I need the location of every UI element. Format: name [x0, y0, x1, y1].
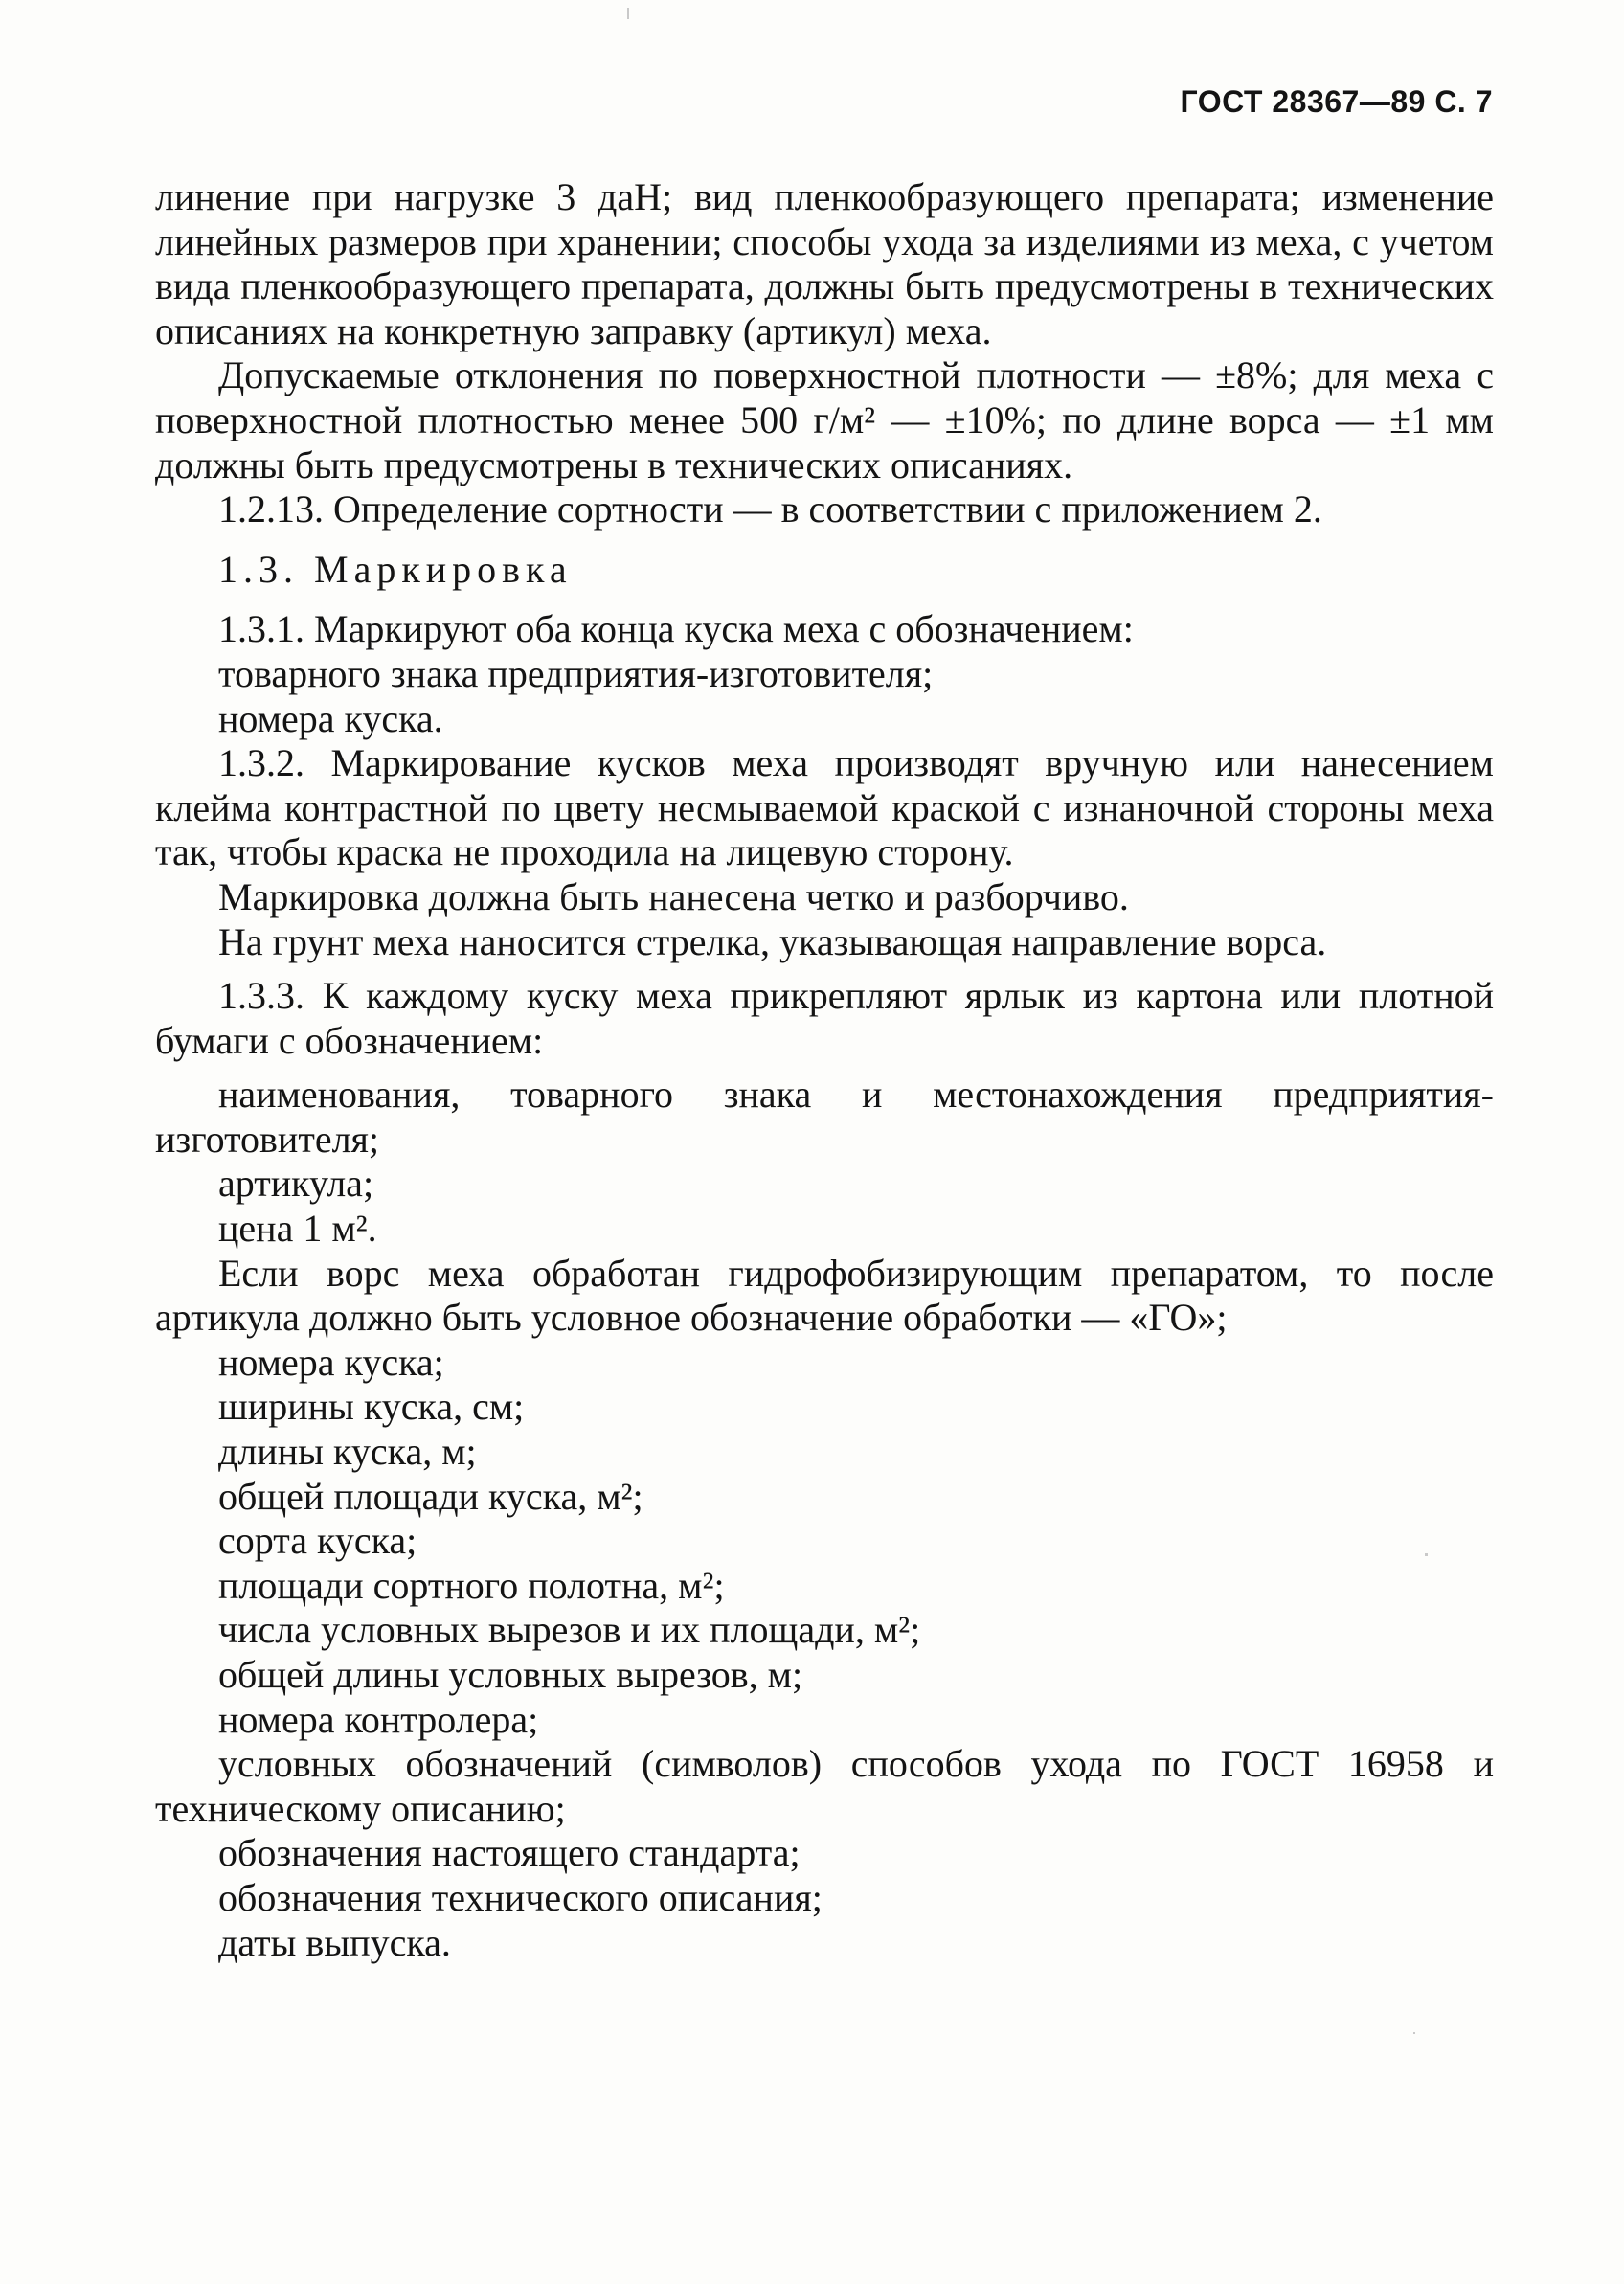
paragraph-1-3-1: 1.3.1. Маркируют оба конца куска меха с обозначением: [218, 607, 1134, 651]
list-item: ширины куска, см; [218, 1385, 525, 1429]
document-body [155, 175, 1494, 1965]
list-item: площади сортного полотна, м²; [218, 1563, 725, 1607]
paragraph-1-2-13: 1.2.13. Определение сортности — в соответствии с приложением 2. [218, 487, 1322, 531]
list-item: общей длины условных вырезов, м; [218, 1653, 803, 1696]
scan-speck [627, 8, 629, 19]
list-item: артикула; [218, 1162, 374, 1206]
list-item: даты выпуска. [218, 1920, 451, 1964]
paragraph-tolerances: Допускаемые отклонения по поверхностной плотности — ±8%; для меха с поверхностной плотностью менее 500 г/м² — ±10%; по длине ворса — ±1 мм должны быть предусмотрены в технических описаниях. [155, 353, 1494, 486]
scan-speck [1413, 2032, 1415, 2034]
list-item: общей площади куска, м²; [218, 1474, 643, 1518]
paragraph-marking-clarity: Маркировка должна быть нанесена четко и разборчиво. [218, 874, 1129, 918]
list-item: номера куска; [218, 1340, 444, 1384]
paragraph-1-3-2: 1.3.2. Маркирование кусков меха производят вручную или нанесением клейма контрастной по цвету несмываемой краской с изнаночной стороны меха так, чтобы краска не проходила на лицевую сторону. [155, 741, 1494, 874]
list-item: наименования, товарного знака и местонахождения предприятия-изготовителя; [155, 1073, 1494, 1161]
list-item: цена 1 м². [218, 1207, 377, 1251]
list-item: номера куска. [218, 696, 443, 740]
paragraph-hydrophobic: Если ворс меха обработан гидрофобизирующим препаратом, то после артикула должно быть условное обозначение обработки — «ГО»; [155, 1251, 1494, 1340]
list-item: числа условных вырезов и их площади, м²; [218, 1608, 921, 1652]
list-item: номера контролера; [218, 1697, 539, 1741]
list-item-care-symbols: условных обозначений (символов) способов ухода по ГОСТ 16958 и техническому описанию; [155, 1742, 1494, 1830]
page-header: ГОСТ 28367—89 С. 7 [1180, 84, 1493, 119]
list-item: обозначения настоящего стандарта; [218, 1831, 801, 1875]
paragraph-arrow: На грунт меха наносится стрелка, указывающая направление ворса. [218, 919, 1327, 963]
paragraph-continuation: линение при нагрузке 3 даН; вид пленкообразующего препарата; изменение линейных размеров при хранении; способы ухода за изделиями из меха, с учетом вида пленкообразующего препарата, должны быть предусмотрены в технических описаниях на конкретную заправку (артикул) меха. [155, 175, 1494, 352]
section-heading-marking: 1.3. Маркировка [218, 547, 573, 591]
paragraph-1-3-3: 1.3.3. К каждому куску меха прикрепляют ярлык из картона или плотной бумаги с обозначением: [155, 974, 1494, 1062]
list-item: сорта куска; [218, 1519, 417, 1563]
list-item: обозначения технического описания; [218, 1875, 823, 1919]
list-item: длины куска, м; [218, 1430, 477, 1474]
list-item: товарного знака предприятия-изготовителя; [218, 651, 934, 695]
